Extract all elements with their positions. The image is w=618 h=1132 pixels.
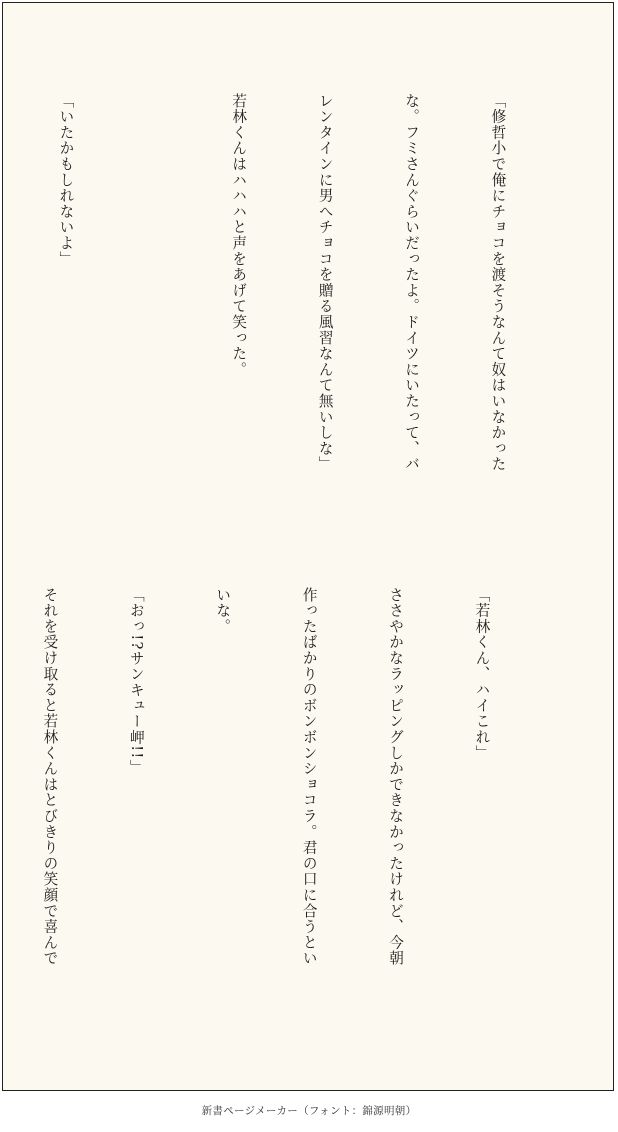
text-block-top	[2, 93, 569, 563]
text-column: 作ったばかりのボンボンショコラ。君の口に合うとい	[300, 587, 318, 967]
text-column: いな。	[214, 587, 232, 635]
text-column: 「いたかもしれないよ」	[57, 93, 75, 267]
text-column: 「おっ!?サンキュー岬!!」	[127, 587, 145, 776]
blank-column	[137, 93, 166, 563]
book-page	[2, 2, 614, 1091]
text-column: それを受け取ると若林くんはとびきりの笑顔で喜んで	[41, 587, 59, 967]
footer-credit: 新書ページメーカー（フォント：錦源明朝）	[201, 1105, 417, 1117]
text-column: 「修哲小で俺にチョコを渡そうなんて奴はいなかった	[489, 93, 507, 473]
text-column: ささやかなラッピングしかできなかったけれど、今朝	[387, 587, 405, 967]
text-block-bottom	[2, 587, 553, 1057]
text-column: な。フミさんぐらいだったよ。ドイツにいたって、バ	[403, 93, 421, 473]
text-column: 「若林くん、ハイこれ」	[473, 587, 491, 761]
text-column: 若林くんはハハハと声をあげて笑った。	[230, 93, 248, 378]
text-column: レンタインに男へチョコを贈る風習なんて無いしな」	[316, 93, 334, 473]
